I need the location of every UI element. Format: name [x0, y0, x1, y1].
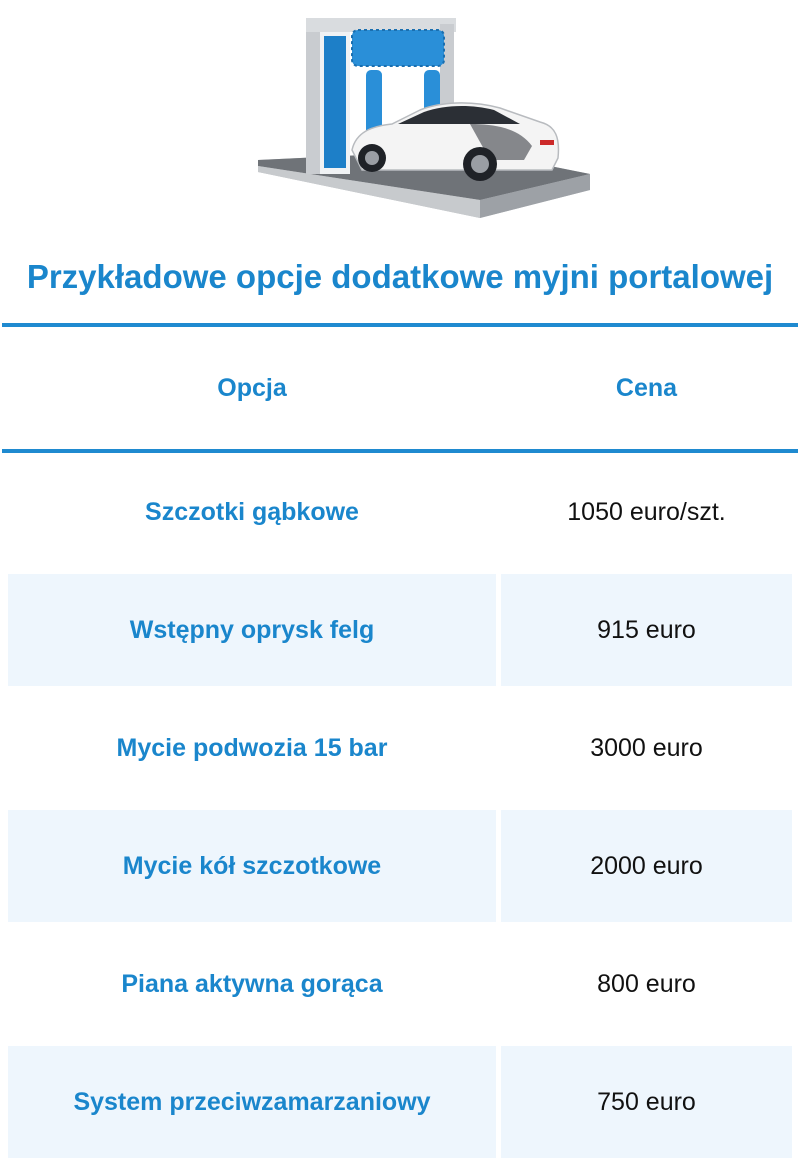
- page-title: Przykładowe opcje dodatkowe myjni portalowej: [26, 258, 774, 295]
- option-name: Mycie podwozia 15 bar: [116, 734, 388, 762]
- option-price: 750 euro: [501, 1046, 792, 1158]
- table-row: [0, 1043, 800, 1161]
- option-name: Wstępny oprysk felg: [8, 574, 496, 686]
- option-name: Piana aktywna gorąca: [121, 970, 383, 998]
- table-row: [0, 571, 800, 689]
- option-price: 3000 euro: [590, 734, 703, 762]
- table-row: [0, 807, 800, 925]
- option-price: 915 euro: [501, 574, 792, 686]
- option-price: 2000 euro: [501, 810, 792, 922]
- table-body: [0, 453, 800, 1161]
- table-row: [0, 689, 800, 807]
- table-row: [0, 453, 800, 571]
- options-price-table: [0, 327, 800, 1116]
- car-wash-illustration: [0, 0, 800, 235]
- option-name: System przeciwzamarzaniowy: [8, 1046, 496, 1158]
- column-header-option: Opcja: [217, 374, 287, 402]
- table-header-row: [0, 327, 800, 449]
- column-header-price: Cena: [615, 374, 678, 402]
- hero-image: [0, 0, 800, 235]
- option-name: Mycie kół szczotkowe: [8, 810, 496, 922]
- option-price: 1050 euro/szt.: [567, 498, 726, 526]
- option-price: 800 euro: [597, 970, 696, 998]
- option-name: Szczotki gąbkowe: [145, 498, 359, 526]
- table-row: [0, 925, 800, 1043]
